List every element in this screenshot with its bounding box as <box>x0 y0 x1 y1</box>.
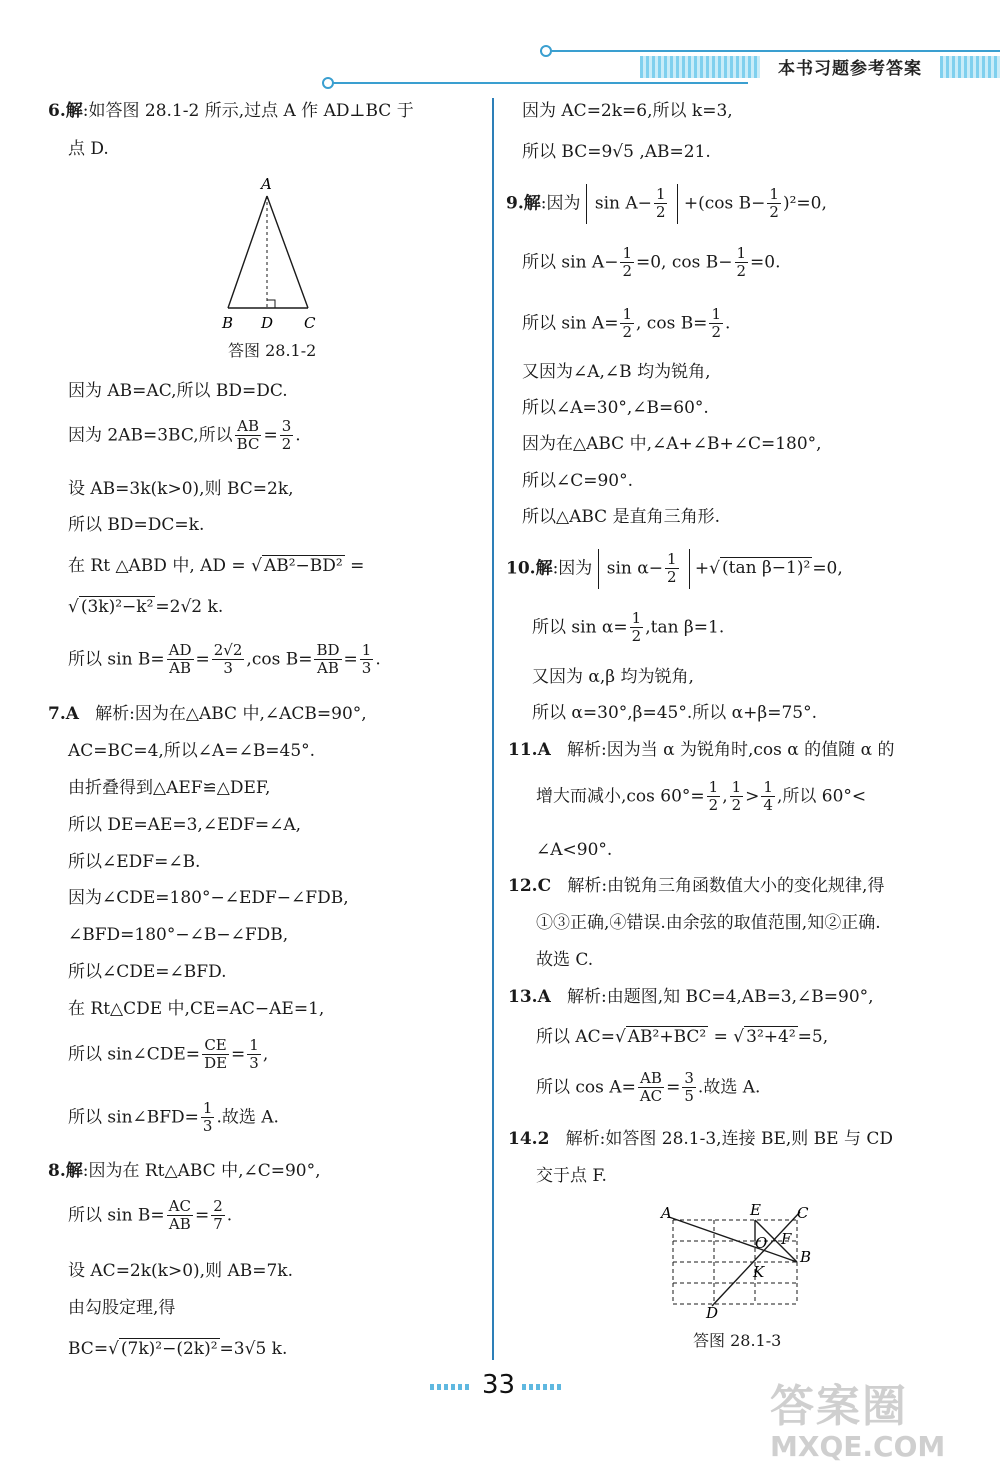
header-title: 本书习题参考答案 <box>778 59 922 79</box>
q8-line5: BC=√ (7k)²−(2k)² =3√5 k. <box>68 1339 288 1359</box>
q7-line5: 所以∠EDF=∠B. <box>68 852 201 872</box>
header-rule-bottom <box>328 82 748 84</box>
label-A: A <box>661 1204 672 1222</box>
q6-line8: √ (3k)²−k² =2√2 k. <box>68 597 224 617</box>
label-C: C <box>304 314 316 332</box>
q10-line3: 又因为 α,β 均为锐角, <box>532 667 694 687</box>
column-divider <box>492 98 494 1360</box>
q7-line3: 由折叠得到△AEF≌△DEF, <box>68 778 271 798</box>
label-O: O <box>755 1234 768 1252</box>
q7-line1: 7.A 解析:因为在△ABC 中,∠ACB=90°, <box>48 704 367 724</box>
q7-line2: AC=BC=4,所以∠A=∠B=45°. <box>68 741 316 761</box>
q6-line6: 所以 BD=DC=k. <box>68 515 205 535</box>
page-number: 33 <box>482 1370 516 1400</box>
figure-28-1-3 <box>655 1198 820 1320</box>
q9-line6: 因为在△ABC 中,∠A+∠B+∠C=180°, <box>522 434 822 454</box>
label-E: E <box>750 1201 761 1219</box>
header-stripe-deco <box>940 56 1000 78</box>
q8-line2: 所以 sin B= $\frac{AC}{AB}$ = $\frac{2}{7}$ . <box>68 1197 233 1234</box>
q10-line1: 10.解:因为 sin α− $\frac{1}{2}$ +√ (tan β−1)² =0, <box>506 549 843 589</box>
header-rule-top <box>540 50 1000 52</box>
label-C: C <box>797 1204 809 1222</box>
watermark-logo: 答案圈 <box>770 1381 908 1432</box>
figure-28-1-2 <box>215 172 325 332</box>
figure-caption: 答图 28.1-3 <box>693 1331 782 1350</box>
q6-line4: 因为 2AB=3BC,所以 $\frac{AB}{BC}$ = $\frac{3}{2}$ . <box>68 417 301 454</box>
q12-line1: 12.C 解析:由锐角三角函数值大小的变化规律,得 <box>508 876 885 896</box>
q11-line3: ∠A<90°. <box>536 840 613 860</box>
q9-line1: 9.解:因为 sin A− $\frac{1}{2}$ +(cos B− $\frac{1}{2}$ )²=0, <box>506 184 827 224</box>
q9-line8: 所以△ABC 是直角三角形. <box>522 507 720 527</box>
q7-line7: ∠BFD=180°−∠B−∠FDB, <box>68 925 289 945</box>
q6-line3: 因为 AB=AC,所以 BD=DC. <box>68 381 288 401</box>
q13-line3: 所以 cos A= $\frac{AB}{AC}$ = $\frac{3}{5}$ .故选 A. <box>536 1069 761 1106</box>
label-K: K <box>753 1263 765 1281</box>
q9-line5: 所以∠A=30°,∠B=60°. <box>522 398 709 418</box>
label-B: B <box>800 1248 812 1266</box>
label-F: F <box>781 1230 792 1248</box>
q7-line4: 所以 DE=AE=3,∠EDF=∠A, <box>68 815 302 835</box>
q11-line1: 11.A 解析:因为当 α 为锐角时,cos α 的值随 α 的 <box>508 740 895 760</box>
q9-line4: 又因为∠A,∠B 均为锐角, <box>522 362 711 382</box>
q8-line4: 由勾股定理,得 <box>68 1298 176 1318</box>
q13-line2: 所以 AC=√ AB²+BC² = √ 3²+4² =5, <box>536 1027 829 1047</box>
q8-cont-line1: 因为 AC=2k=6,所以 k=3, <box>522 101 733 121</box>
q7-line6: 因为∠CDE=180°−∠EDF−∠FDB, <box>68 888 349 908</box>
q6-line2: 点 D. <box>68 139 109 159</box>
q14-line2: 交于点 F. <box>536 1166 607 1186</box>
header-stripe-deco <box>640 56 760 78</box>
label-B: B <box>222 314 234 332</box>
q6-line1: 6.解:如答图 28.1-2 所示,过点 A 作 AD⊥BC 于 <box>48 101 414 121</box>
q9-line3: 所以 sin A= $\frac{1}{2}$ , cos B= $\frac{1}{2}$ . <box>522 305 731 342</box>
q12-line3: 故选 C. <box>536 950 594 970</box>
q13-line1: 13.A 解析:由题图,知 BC=4,AB=3,∠B=90°, <box>508 987 874 1007</box>
watermark <box>770 1370 945 1463</box>
label-D: D <box>261 314 274 332</box>
footer-deco <box>522 1384 564 1390</box>
q14-line1: 14.2 解析:如答图 28.1-3,连接 BE,则 BE 与 CD <box>508 1129 894 1149</box>
header-dot-icon <box>322 77 334 89</box>
q7-line10: 所以 sin∠CDE= $\frac{CE}{DE}$ = $\frac{1}{3}$ , <box>68 1036 269 1073</box>
footer-deco <box>430 1384 472 1390</box>
q8-line3: 设 AC=2k(k>0),则 AB=7k. <box>68 1261 294 1281</box>
q6-line5: 设 AB=3k(k>0),则 BC=2k, <box>68 479 294 499</box>
q8-cont-line2: 所以 BC=9√5 ,AB=21. <box>522 142 711 162</box>
q7-line9: 在 Rt△CDE 中,CE=AC−AE=1, <box>68 999 325 1019</box>
q6-line9: 所以 sin B= $\frac{AD}{AB}$ = $\frac{2√2}{3}$ ,cos B= $\frac{BD}{AB}$ = $\frac{1}{3}$ . <box>68 641 381 678</box>
figure-caption: 答图 28.1-2 <box>228 341 317 360</box>
q10-line2: 所以 sin α= $\frac{1}{2}$ ,tan β=1. <box>532 609 725 646</box>
q8-line1: 8.解:因为在 Rt△ABC 中,∠C=90°, <box>48 1161 321 1181</box>
q7-line8: 所以∠CDE=∠BFD. <box>68 962 227 982</box>
q10-line4: 所以 α=30°,β=45°.所以 α+β=75°. <box>532 703 818 723</box>
q12-line2: ①③正确,④错误.由余弦的取值范围,知②正确. <box>536 913 881 933</box>
header-dot-icon <box>540 45 552 57</box>
q6-line7: 在 Rt △ABD 中, AD = √ AB²−BD² = <box>68 556 365 576</box>
q9-line7: 所以∠C=90°. <box>522 471 634 491</box>
q9-line2: 所以 sin A− $\frac{1}{2}$ =0, cos B− $\frac{1}{2}$ =0. <box>522 244 781 281</box>
q7-line11: 所以 sin∠BFD= $\frac{1}{3}$ .故选 A. <box>68 1099 279 1136</box>
watermark-url: MXQE.COM <box>770 1430 946 1463</box>
label-D: D <box>706 1304 719 1320</box>
label-A: A <box>261 175 272 193</box>
q11-line2: 增大而减小,cos 60°= $\frac{1}{2}$ , $\frac{1}{2}$ > $\frac{1}{4}$ ,所以 60°< <box>536 778 867 815</box>
